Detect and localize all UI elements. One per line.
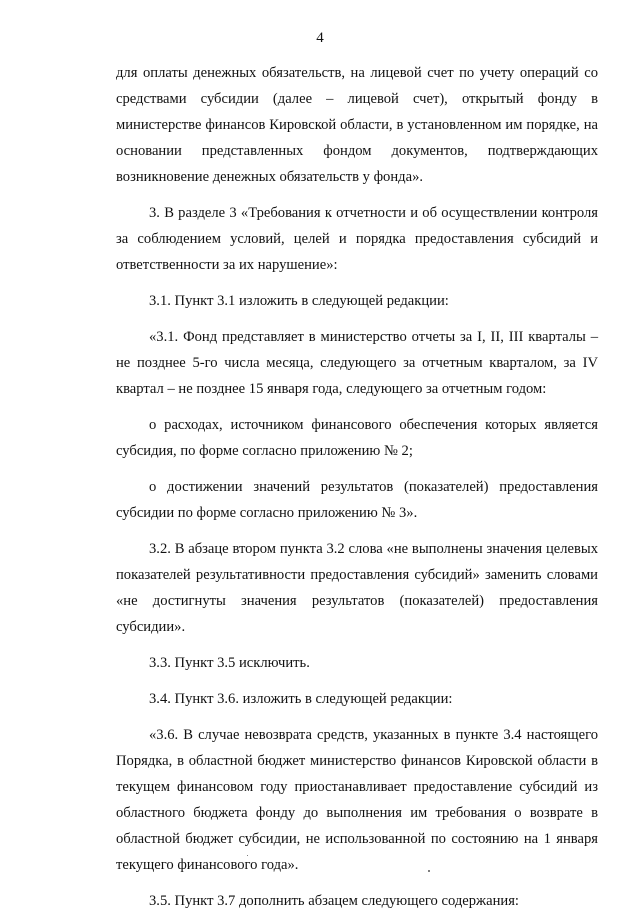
paragraph-quote-3-6: «3.6. В случае невозврата средств, указанных в пункте 3.4 настоящего Порядка, в областной бюджет министерство финансов Кировской области в текущем финансовом году приостанавливает предоставление субсидий из областного бюджета фонду до выполнения им требования о возврате в областной бюджет субсидии, не использованной по состоянию на 1 января текущего финансового года».: [116, 727, 598, 873]
paragraph-item-3-4: 3.4. Пункт 3.6. изложить в следующей редакции:: [149, 691, 453, 707]
paragraph-results-report: о достижении значений результатов (показателей) предоставления субсидии по форме согласно приложению № 3».: [116, 479, 598, 521]
paragraph-continuation: для оплаты денежных обязательств, на лицевой счет по учету операций со средствами субсидии (далее – лицевой счет), открытый фонду в министерстве финансов Кировской области, в установленном им порядке, на основании представленных фондом документов, подтверждающих возникновение денежных обязательств у фонда».: [116, 65, 598, 185]
scan-speck: [247, 855, 248, 856]
paragraph-item-3-1: 3.1. Пункт 3.1 изложить в следующей редакции:: [149, 293, 449, 309]
paragraph-expenses-report: о расходах, источником финансового обеспечения которых является субсидия, по форме согласно приложению № 2;: [116, 417, 598, 459]
paragraph-item-3-2: 3.2. В абзаце втором пункта 3.2 слова «не выполнены значения целевых показателей результативности предоставления субсидий» заменить словами «не достигнуты значения результатов (показателей) предоставления субсидии».: [116, 541, 598, 635]
scan-speck: [428, 870, 430, 872]
paragraph-section-3: 3. В разделе 3 «Требования к отчетности и об осуществлении контроля за соблюдением условий, целей и порядка предоставления субсидий и ответственности за их нарушение»:: [116, 205, 598, 273]
paragraph-quote-3-1: «3.1. Фонд представляет в министерство отчеты за I, II, III кварталы – не позднее 5-го числа месяца, следующего за отчетным кварталом, за IV квартал – не позднее 15 января года, следующего за отчетным годом:: [116, 329, 598, 397]
body-text: [116, 60, 598, 914]
paragraph-item-3-3: 3.3. Пункт 3.5 исключить.: [149, 655, 310, 671]
page-number: 4: [316, 30, 324, 46]
paragraph-item-3-5: 3.5. Пункт 3.7 дополнить абзацем следующего содержания:: [149, 893, 519, 909]
